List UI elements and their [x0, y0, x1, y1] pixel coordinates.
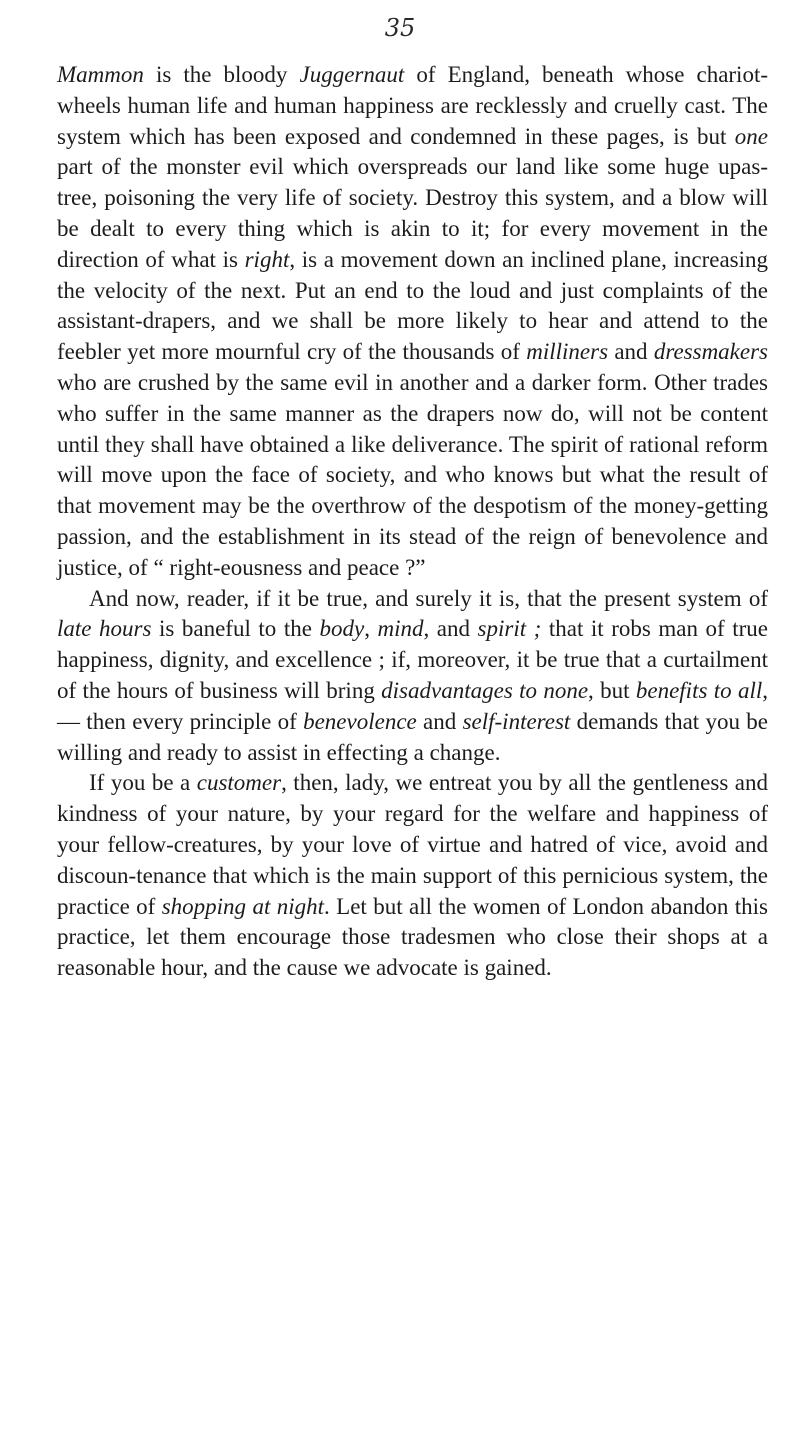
- italic-text-segment: milliners: [526, 339, 609, 365]
- text-segment: . Let but all the women of London abandon this practice, let them encourage those tradesmen who close their shops at a reasonable hour, and the cause we advocate is gained.: [57, 893, 768, 981]
- text-segment: and: [608, 339, 654, 365]
- italic-text-segment: customer: [196, 770, 282, 796]
- page-number: 35: [384, 14, 416, 42]
- text-segment: If you be a: [89, 770, 197, 796]
- text-segment: who are crushed by the same evil in another and a darker form. Other trades who suffer in the same manner as the drapers now do, will not be content until they shall have obtained a like deliverance. The spirit of rational reform will move upon the face of society, and who knows but what the result of that movement may be the overthrow of the despotism of the money-getting passion, and the establishment in its stead of the reign of benevolence and justice, of “ right-eousness and peace ?”: [57, 369, 768, 580]
- italic-text-segment: right: [244, 246, 290, 272]
- italic-text-segment: late hours: [57, 616, 152, 642]
- paragraph-3: [57, 768, 768, 984]
- text-segment: And now, reader, if it be true, and surely it is, that the present system of: [89, 585, 768, 611]
- text-segment: part of the monster evil which overspreads our land like some huge upas-tree, poisoning the very life of society. Destroy this system, and a blow will be dealt to every thing which is akin to it; for every movement in the direction of what is: [57, 154, 768, 272]
- text-segment: is the bloody: [143, 62, 300, 87]
- body-text: [57, 60, 768, 984]
- italic-text-segment: benefits to all: [635, 677, 763, 703]
- text-segment: , but: [588, 677, 636, 703]
- italic-text-segment: shopping at night: [161, 893, 325, 919]
- text-segment: that it robs man of true happiness, dignity, and excellence ; if, moreover, it be true that a curtailment of the hours of business will bring: [57, 616, 768, 703]
- paragraph-1: [57, 60, 768, 584]
- paragraph-2: [57, 584, 768, 769]
- italic-text-segment: disadvantages to none: [381, 677, 589, 703]
- italic-text-segment: benevolence: [303, 708, 417, 734]
- italic-text-segment: self-interest: [462, 708, 571, 734]
- text-segment: , and: [423, 616, 478, 642]
- text-segment: is baneful to the: [151, 616, 320, 642]
- italic-text-segment: body: [319, 616, 365, 642]
- text-segment: , is a movement down an inclined plane, increasing the velocity of the next. Put an end to the loud and just complaints of the assistant-drapers, and we shall be more likely to hear and attend to the feebler yet more mournful cry of the thousands of: [57, 246, 768, 365]
- italic-text-segment: Juggernaut: [299, 62, 405, 87]
- italic-text-segment: mind: [377, 616, 424, 642]
- italic-text-segment: one: [734, 123, 768, 149]
- text-segment: demands that you be willing and ready to assist in effecting a change.: [57, 708, 768, 765]
- italic-text-segment: Mammon: [57, 62, 144, 87]
- italic-text-segment: spirit ;: [477, 616, 542, 642]
- text-segment: ,: [364, 616, 378, 642]
- text-segment: of England, beneath whose chariot-wheels human life and human happiness are recklessly and cruelly cast. The system which has been exposed and condemned in these pages, is but: [57, 62, 768, 149]
- text-segment: ,— then every principle of: [57, 677, 769, 734]
- text-segment: , then, lady, we entreat you by all the gentleness and kindness of your nature, by your regard for the welfare and happiness of your fellow-creatures, by your love of virtue and hatred of vice, avoid and discoun-tenance that which is the main support of this pernicious system, the practice of: [57, 770, 768, 919]
- italic-text-segment: dressmakers: [653, 339, 768, 365]
- text-segment: and: [416, 708, 463, 734]
